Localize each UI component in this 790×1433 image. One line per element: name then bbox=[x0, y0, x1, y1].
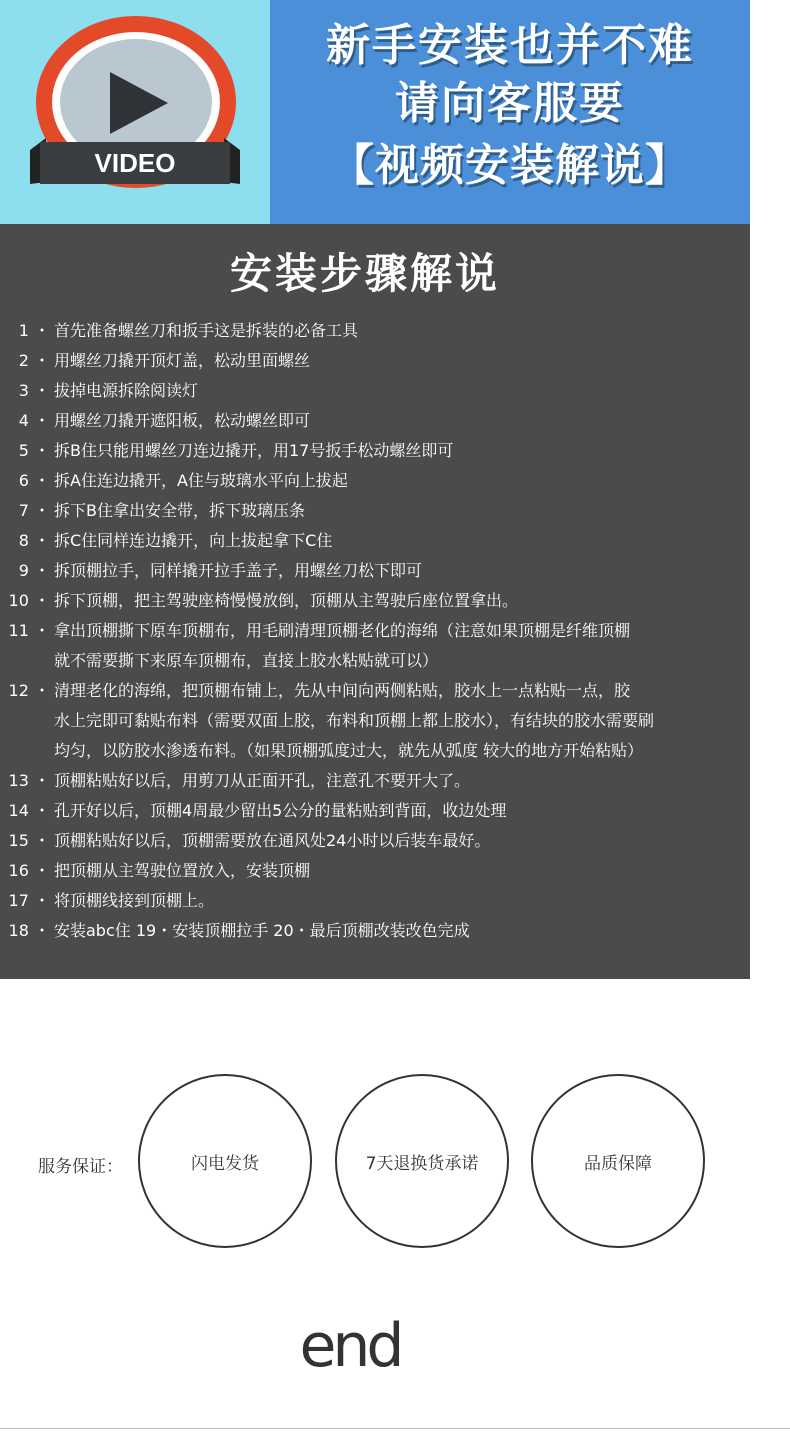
step-item bbox=[0, 406, 750, 436]
step-text: 均匀，以防胶水渗透布料。（如果顶棚弧度过大，就先从弧度 较大的地方开始粘贴） bbox=[54, 741, 644, 760]
service-badge-text: 闪电发货 bbox=[191, 1153, 259, 1174]
service-label: 服务保证： bbox=[38, 1157, 123, 1177]
step-text: 拆B住只能用螺丝刀连边撬开，用17号扳手松动螺丝即可 bbox=[54, 441, 454, 460]
step-item bbox=[0, 886, 750, 916]
step-text: 拆下顶棚，把主驾驶座椅慢慢放倒，顶棚从主驾驶后座位置拿出。 bbox=[54, 591, 519, 610]
step-number: 18 ・ bbox=[8, 921, 50, 940]
step-number: 13 ・ bbox=[8, 771, 50, 790]
step-number: 4 ・ bbox=[18, 411, 50, 430]
step-text: 水上完即可黏贴布料（需要双面上胶，布料和顶棚上都上胶水），有结块的胶水需要刷 bbox=[54, 711, 655, 730]
video-play-icon bbox=[0, 0, 270, 224]
step-number: 1 ・ bbox=[18, 321, 50, 340]
step-text: 拆顶棚拉手，同样撬开拉手盖子，用螺丝刀松下即可 bbox=[54, 561, 423, 580]
step-number: 6 ・ bbox=[18, 471, 50, 490]
banner-line-2: 请向客服要 bbox=[395, 78, 625, 129]
step-number: 12 ・ bbox=[8, 681, 50, 700]
step-item bbox=[0, 376, 750, 406]
step-number: 14 ・ bbox=[8, 801, 50, 820]
step-text: 孔开好以后，顶棚4周最少留出5公分的量粘贴到背面，收边处理 bbox=[54, 801, 507, 820]
step-text: 拆A住连边撬开，A住与玻璃水平向上拔起 bbox=[54, 471, 348, 490]
step-item bbox=[0, 526, 750, 556]
step-text: 把顶棚从主驾驶位置放入，安装顶棚 bbox=[54, 861, 311, 880]
video-logo bbox=[0, 0, 270, 224]
step-text: 安装abc住 19・安装顶棚拉手 20・最后顶棚改装改色完成 bbox=[54, 921, 470, 940]
end-text: end bbox=[299, 1311, 401, 1381]
step-number: 11 ・ bbox=[8, 621, 50, 640]
step-item bbox=[0, 466, 750, 496]
step-list bbox=[0, 316, 750, 946]
step-item bbox=[0, 436, 750, 466]
steps-title: 安装步骤解说 bbox=[229, 249, 500, 298]
service-badge-text: 品质保障 bbox=[584, 1153, 652, 1174]
step-number: 7 ・ bbox=[18, 501, 50, 520]
step-item bbox=[0, 856, 750, 886]
step-number: 3 ・ bbox=[18, 381, 50, 400]
step-text: 顶棚粘贴好以后，顶棚需要放在通风处24小时以后装车最好。 bbox=[54, 831, 491, 850]
step-text: 拆C住同样连边撬开，向上拔起拿下C住 bbox=[54, 531, 333, 550]
step-number: 10 ・ bbox=[8, 591, 50, 610]
step-number: 2 ・ bbox=[18, 351, 50, 370]
step-text: 将顶棚线接到顶棚上。 bbox=[54, 891, 215, 910]
banner-line-1: 新手安装也并不难 bbox=[326, 20, 694, 71]
step-item bbox=[0, 826, 750, 856]
banner-line-3: 【视频安装解说】 bbox=[330, 140, 690, 191]
step-item bbox=[0, 316, 750, 346]
divider bbox=[0, 1428, 790, 1429]
logo-label: VIDEO bbox=[94, 148, 176, 178]
step-item bbox=[0, 556, 750, 586]
banner-headline bbox=[270, 0, 750, 224]
service-badge-7day-return bbox=[335, 1074, 509, 1248]
step-text: 拆下B住拿出安全带，拆下玻璃压条 bbox=[54, 501, 305, 520]
step-text: 首先准备螺丝刀和扳手这是拆装的必备工具 bbox=[54, 321, 359, 340]
step-item bbox=[0, 796, 750, 826]
step-text: 拔掉电源拆除阅读灯 bbox=[54, 381, 199, 400]
step-item bbox=[0, 346, 750, 376]
step-number: 15 ・ bbox=[8, 831, 50, 850]
step-item bbox=[0, 496, 750, 526]
step-number: 8 ・ bbox=[18, 531, 50, 550]
step-text: 用螺丝刀撬开顶灯盖，松动里面螺丝 bbox=[54, 351, 311, 370]
step-text: 顶棚粘贴好以后，用剪刀从正面开孔，注意孔不要开大了。 bbox=[54, 771, 471, 790]
step-text: 清理老化的海绵，把顶棚布铺上，先从中间向两侧粘贴，胶水上一点粘贴一点，胶 bbox=[54, 681, 631, 700]
step-number: 16 ・ bbox=[8, 861, 50, 880]
step-item bbox=[0, 766, 750, 796]
step-number: 9 ・ bbox=[18, 561, 50, 580]
service-badge-fast-shipping bbox=[138, 1074, 312, 1248]
step-text: 就不需要撕下来原车顶棚布，直接上胶水粘贴就可以） bbox=[54, 651, 439, 670]
install-steps-section bbox=[0, 224, 750, 979]
step-text: 用螺丝刀撬开遮阳板，松动螺丝即可 bbox=[54, 411, 311, 430]
step-text: 拿出顶棚撕下原车顶棚布，用毛刷清理顶棚老化的海绵（注意如果顶棚是纤维顶棚 bbox=[54, 621, 631, 640]
step-item bbox=[0, 586, 750, 616]
step-item bbox=[0, 676, 750, 766]
service-badge-quality bbox=[531, 1074, 705, 1248]
step-number: 17 ・ bbox=[8, 891, 50, 910]
step-item bbox=[0, 616, 750, 676]
service-badge-text: 7天退换货承诺 bbox=[365, 1153, 479, 1174]
header-banner bbox=[0, 0, 750, 224]
step-number: 5 ・ bbox=[18, 441, 50, 460]
step-item bbox=[0, 916, 750, 946]
